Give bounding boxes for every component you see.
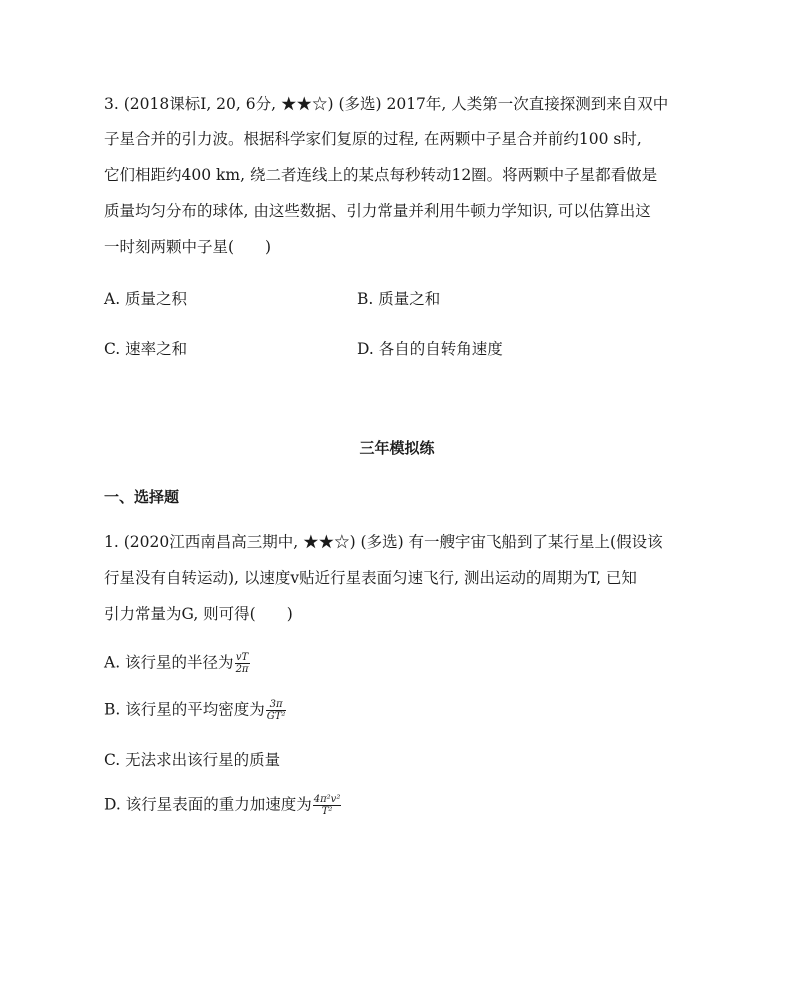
q3-option-d: D. 各自的自转角速度 — [357, 340, 503, 358]
q1-option-a-fraction — [235, 652, 250, 675]
q3-option-c: C. 速率之和 — [104, 340, 188, 358]
fraction-numerator: vT — [235, 652, 249, 663]
q1-option-d-fraction — [313, 794, 342, 817]
q1-option-b-fraction — [266, 699, 287, 722]
section-subtitle: 一、选择题 — [104, 488, 180, 506]
q3-option-a: A. 质量之积 — [104, 290, 188, 308]
fraction-numerator: 3π — [266, 699, 287, 711]
q3-option-b: B. 质量之和 — [357, 290, 441, 308]
q3-line-4: 质量均匀分布的球体, 由这些数据、引力常量并利用牛顿力学知识, 可以估算出这 — [104, 202, 651, 220]
q1-option-a-text: A. 该行星的半径为 — [104, 653, 234, 672]
fraction-numerator: 4π²v² — [313, 794, 341, 805]
q1-line-1: 1. (2020江西南昌高三期中, ★★☆) (多选) 有一艘宇宙飞船到了某行星上(假设该 — [104, 533, 663, 551]
section-title: 三年模拟练 — [359, 439, 435, 457]
q3-line-3: 它们相距约400 km, 绕二者连线上的某点每秒转动12圈。将两颗中子星都看做是 — [104, 166, 658, 184]
q1-option-d-text: D. 该行星表面的重力加速度为 — [104, 795, 312, 814]
q3-line-2: 子星合并的引力波。根据科学家们复原的过程, 在两颗中子星合并前约100 s时, — [104, 130, 642, 148]
q1-option-b — [104, 699, 286, 722]
q1-option-d — [104, 794, 341, 817]
q1-line-3: 引力常量为G, 则可得( ) — [104, 605, 293, 623]
q1-option-b-text: B. 该行星的平均密度为 — [104, 700, 265, 719]
fraction-denominator: T² — [321, 806, 333, 817]
q1-option-a — [104, 652, 250, 675]
fraction-denominator: 2π — [235, 664, 249, 675]
q1-line-2: 行星没有自转运动), 以速度v贴近行星表面匀速飞行, 测出运动的周期为T, 已知 — [104, 569, 637, 587]
q1-option-c: C. 无法求出该行星的质量 — [104, 751, 281, 769]
fraction-denominator: GT² — [266, 711, 286, 722]
q3-line-1: 3. (2018课标Ⅰ, 20, 6分, ★★☆) (多选) 2017年, 人类第一次直接探测到来自双中 — [104, 95, 669, 113]
q3-line-5: 一时刻两颗中子星( ) — [104, 238, 272, 256]
